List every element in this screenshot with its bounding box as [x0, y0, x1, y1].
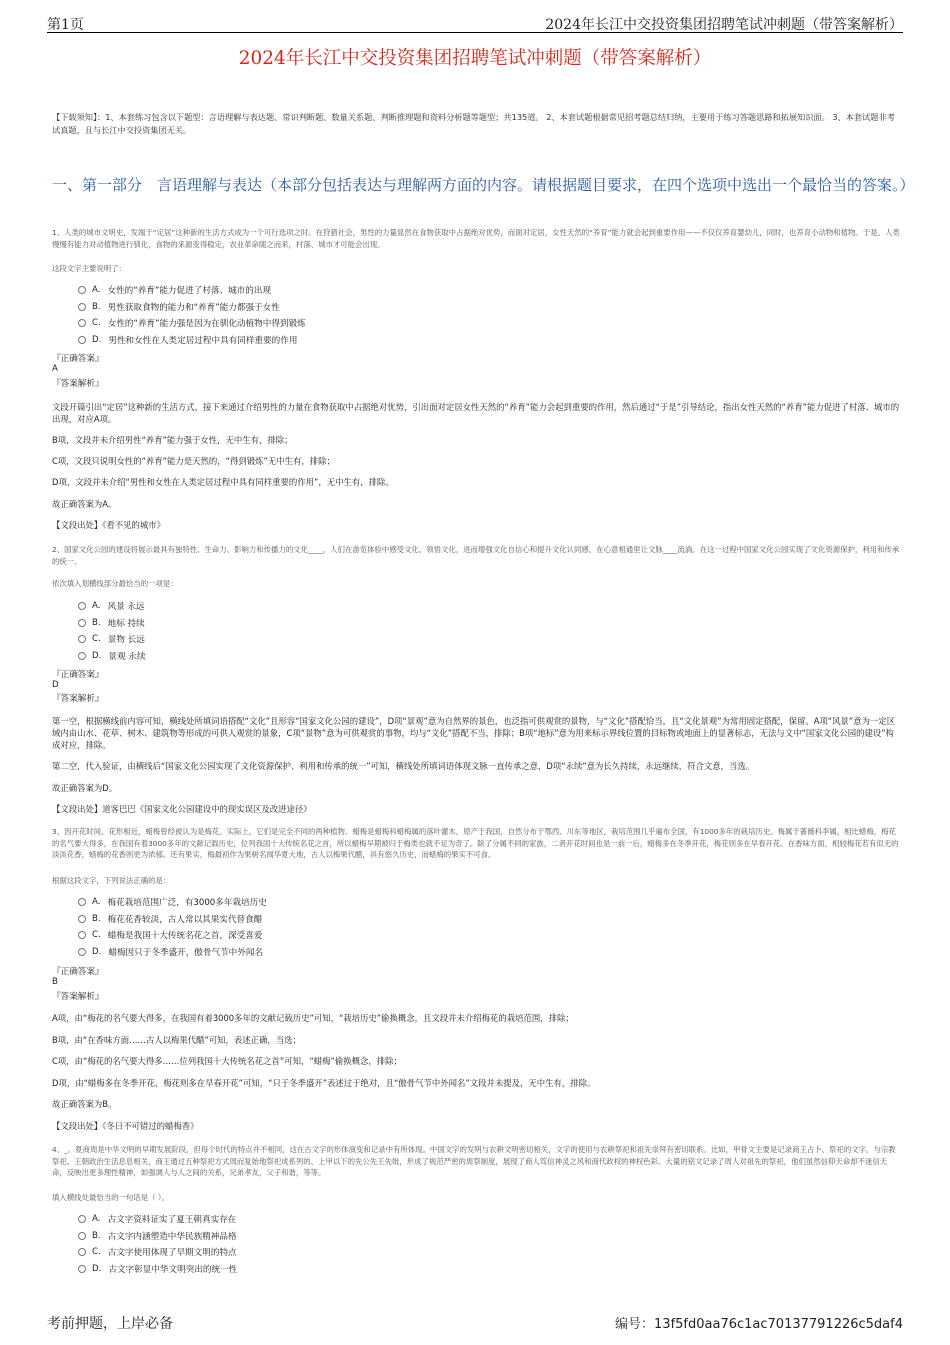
q2-stem: 依次填入划横线部分最恰当的一项是： [52, 579, 178, 588]
radio-icon[interactable] [78, 931, 86, 939]
q3-option-c[interactable] [78, 927, 267, 944]
page-header [47, 12, 903, 33]
radio-icon[interactable] [78, 602, 86, 610]
q1-exp-5: 故正确答案为A。 [52, 499, 117, 509]
radio-icon[interactable] [78, 1248, 86, 1256]
option-label: B. [92, 301, 101, 312]
q1-passage: 1、人类的城市文明史，发端于“定居”这种新的生活方式成为一个可行选项之时。在狩猎社会，男性的力量显然在食物获取中占据绝对优势，而面对定居，女性天然的“养育”能力就会起到重要作用——不仅仅养育婴幼儿，同时，也养育小动物和植物。于是，人类慢慢有能力对动植物进行驯化，食物的来源变得稳定，农业革命随之而来，村落、城市才可能会出现。 [52, 228, 900, 249]
q2-options [78, 598, 145, 664]
radio-icon[interactable] [78, 948, 86, 956]
q3-option-b[interactable] [78, 911, 267, 928]
option-text: 女性的“养育”能力促进了村落、城市的出现 [107, 286, 272, 297]
q4-stem: 填入横线处最恰当的一句话是（ ）。 [52, 1193, 169, 1202]
option-label: A. [92, 897, 101, 908]
option-text: 古文字使用体现了早期文明的特点 [107, 1248, 237, 1259]
q3-exp-1: A项，由“梅花的名气要大得多，在我国有着3000多年的文献记载历史”可知，“栽培历史”偷换概念，且文段并未介绍梅花的栽培范围，排除； [52, 1013, 574, 1023]
q2-option-a[interactable] [78, 598, 145, 615]
footer-doc-id: 编号：13f5fd0aa76c1ac70137791226c5daf4 [615, 1317, 903, 1332]
option-text: 地标 持续 [107, 618, 145, 629]
q2-passage: 2、国家文化公园的建设将展示最具有独特性、生命力、影响力和传播力的文化____，人们在游览体验中感受文化、领悟文化，进而增强文化自信心和提升文化认同感，在心意相通里让文脉____流淌。在这一过程中国家文化公园实现了文化资源保护，利用和传承的统一。 [52, 545, 900, 566]
q2-exp-2: 第二空，代入验证，由横线后“国家文化公园实现了文化资源保护、利用和传承的统一”可知，横线处所填词语体现文脉一直传承之意，D项“永续”意为长久持续，永远继续，符合文意，当选。 [52, 761, 755, 771]
radio-icon[interactable] [78, 619, 86, 627]
q3-passage: 3、因开花时间、花形相近，蜡梅曾经被认为是梅花。实际上，它们是完全不同的两种植物。蜡梅是蜡梅科蜡梅属的落叶灌木，原产于我国，自然分布于鄂西、川东等地区，栽培范围几乎遍布全国，有1000多年的栽培历史。梅属于蔷薇科李属，相比蜡梅，梅花的名气要大得多，在我国有着3000多年的文献记载历史，位列我国十大传统名花之首，所以蜡梅早期被归于梅类也就不足为奇了。除了分属不同的家族，二者开花时间也是一前一后，蜡梅多在冬季开花，梅花则多在早春开花。在香味方面，相较梅花若有似无的淡淡花香，蜡梅的花香则更为浓郁。还有果实，梅最初作为果树名闻华夏大地，古人以梅果代醋，具有悠久历史，而蜡梅的果实不可食。 [52, 827, 899, 859]
q2-option-d[interactable] [78, 648, 145, 665]
q3-option-a[interactable] [78, 894, 267, 911]
q1-exp-2: B项，文段并未介绍男性“养育”能力强于女性，无中生有，排除； [52, 435, 293, 445]
q1-option-a[interactable] [78, 282, 306, 299]
q4-option-a[interactable] [78, 1211, 237, 1228]
option-text: 古文字内涵塑造中华民族精神品格 [107, 1231, 237, 1242]
q1-source: 【文段出处】《看不见的城市》 [52, 520, 166, 530]
radio-icon[interactable] [78, 286, 86, 294]
q1-stem: 这段文字主要说明了： [52, 264, 126, 273]
option-text: 风景 永远 [107, 602, 145, 613]
q1-correct-label: 『正确答案』 [52, 354, 104, 364]
radio-icon[interactable] [78, 915, 86, 923]
section-heading: 一、第一部分 言语理解与表达（本部分包括表达与理解两方面的内容。请根据题目要求，在四个选项中选出一个最恰当的答案。） [52, 176, 915, 194]
option-text: 梅花花香较淡，古人常以其果实代替食醋 [107, 914, 263, 925]
option-label: A. [92, 285, 101, 296]
q4-option-c[interactable] [78, 1244, 237, 1261]
page-title: 2024年长江中交投资集团招聘笔试冲刺题（带答案解析） [238, 48, 712, 69]
q3-correct-label: 『正确答案』 [52, 967, 104, 977]
q3-exp-3: C项，由“梅花的名气要大得多……位列我国十大传统名花之首”可知，“蜡梅”偷换概念，排除； [52, 1056, 402, 1066]
q3-options [78, 894, 267, 960]
q1-option-c[interactable] [78, 315, 306, 332]
q4-option-d[interactable] [78, 1261, 237, 1278]
option-label: D. [92, 651, 102, 662]
option-label: C. [92, 318, 101, 329]
option-label: A. [92, 1214, 101, 1225]
q3-answer: B [52, 977, 58, 987]
download-notice: 【下载须知】：1、本套练习包含以下题型：言语理解与表达题、常识判断题、数量关系题、判断推理题和资料分析题等题型；共135道。 2、本套试题根据常见招考题总结归纳，主要用于练习答题思路和拓展知识面。 3、本套试题非考试真题，且与长江中交投资集团无关。 [52, 112, 895, 135]
option-text: 梅花栽培范围广泛，有3000多年栽培历史 [107, 898, 267, 909]
q1-answer: A [52, 364, 58, 374]
q2-answer: D [52, 680, 59, 690]
radio-icon[interactable] [78, 303, 86, 311]
option-text: 男性和女性在人类定居过程中具有同样重要的作用 [108, 336, 298, 347]
q1-options [78, 282, 306, 348]
option-label: C. [92, 1247, 101, 1258]
radio-icon[interactable] [78, 319, 86, 327]
q3-exp-4: D项，由“蜡梅多在冬季开花，梅花则多在早春开花”可知，“只于冬季盛开”表述过于绝对，且“傲骨气节中外闻名”文段并未提及，无中生有，排除。 [52, 1078, 596, 1088]
q2-correct-label: 『正确答案』 [52, 670, 104, 680]
option-text: 景物 长远 [107, 635, 145, 646]
q4-option-b[interactable] [78, 1228, 237, 1245]
q3-stem: 根据这段文字，下列说法正确的是： [52, 876, 171, 885]
option-text: 蜡梅因只于冬季盛开，傲骨气节中外闻名 [108, 948, 264, 959]
q1-option-d[interactable] [78, 332, 306, 349]
q2-option-c[interactable] [78, 631, 145, 648]
option-text: 女性的“养育”能力强是因为在驯化动植物中得到锻炼 [107, 319, 306, 330]
q3-exp-5: 故正确答案为B。 [52, 1099, 117, 1109]
option-text: 男性获取食物的能力和“养育”能力都强于女性 [107, 302, 280, 313]
option-text: 蜡梅是我国十大传统名花之首，深受喜爱 [107, 931, 263, 942]
q1-exp-3: C项，文段只说明女性的“养育”能力是天然的，“得到锻炼”无中生有，排除； [52, 456, 335, 466]
option-text: 景观 永续 [108, 652, 146, 663]
header-doc-title: 2024年长江中交投资集团招聘笔试冲刺题（带答案解析） [545, 17, 903, 33]
q2-option-b[interactable] [78, 615, 145, 632]
footer-slogan: 考前押题，上岸必备 [47, 1316, 173, 1332]
q1-exp-4: D项，文段并未介绍“男性和女性在人类定居过程中具有同样重要的作用”，无中生有，排除。 [52, 477, 394, 487]
q4-passage: 4、_。夏商周是中华文明的早期发展阶段，但每个时代的特点并不相同，这在古文字的形体演变和记录中有所体现。中国文字的发明与农耕文明密切相关，文字的使用与农耕祭祀和祖先崇拜有密切联系。比如，甲骨文主要是记录商王占卜、祭祀的文字，与宗教祭祀、王朝政治生活息息相关，商王通过五种祭祀方式周而复始地祭祀成系列的、上甲以下的先公先王先妣，形成了规范严密的周祭制度，展现了商人笃信神灵之风和商代政权的神权色彩。大量的铭文记录了周人对祖先的祭祀，他们虽然信仰天命却不迷信天命，反映出更多理性精神，如强调人与人之间的关系，兄弟孝友，父子和谐，等等。 [52, 1145, 896, 1177]
option-label: A. [92, 601, 101, 612]
q1-analysis-label: 『答案解析』 [52, 379, 104, 389]
radio-icon[interactable] [78, 635, 86, 643]
radio-icon[interactable] [78, 1215, 86, 1223]
radio-icon[interactable] [78, 1232, 86, 1240]
page-number: 第1页 [47, 17, 84, 33]
radio-icon[interactable] [78, 1265, 86, 1273]
option-label: D. [92, 335, 102, 346]
option-label: B. [92, 1230, 101, 1241]
q3-analysis-label: 『答案解析』 [52, 992, 104, 1002]
q3-source: 【文段出处】《冬日不可错过的蜡梅香》 [52, 1121, 199, 1131]
q3-exp-2: B项，由“在香味方面……古人以梅果代醋”可知，表述正确，当选； [52, 1035, 301, 1045]
q3-option-d[interactable] [78, 944, 267, 961]
option-label: B. [92, 617, 101, 628]
radio-icon[interactable] [78, 336, 86, 344]
option-text: 古文字资料证实了夏王朝真实存在 [107, 1215, 237, 1226]
option-label: B. [92, 913, 101, 924]
q2-exp-1: 第一空，根据横线前内容可知，横线处所填词语搭配“文化”且形容“国家文化公园的建设”，D项“景观”意为自然界的景色，也泛指可供观赏的景物，与“文化”搭配恰当，且“文化景观”为常用固定搭配，保留。A项“风景”意为一定区域内由山水、花草、树木、建筑物等形成的可供人观赏的景象，C项“景物”意为可供观赏的事物，均与“文化”搭配不当，排除；B项“地标”意为用来标示界线位置的目标物或地面上的显著标志，无法与文中“国家文化公园的建设”构成对应，排除。 [52, 716, 896, 750]
option-text: 古文字彰显中华文明突出的统一性 [108, 1265, 238, 1276]
radio-icon[interactable] [78, 652, 86, 660]
q2-source: 【文段出处】道客巴巴《国家文化公园建设中的现实误区及改进途径》 [52, 804, 312, 814]
option-label: D. [92, 947, 102, 958]
page-footer [47, 1313, 903, 1333]
option-label: C. [92, 634, 101, 645]
q2-exp-3: 故正确答案为D。 [52, 783, 118, 793]
q4-options [78, 1211, 237, 1277]
q2-analysis-label: 『答案解析』 [52, 694, 104, 704]
q1-option-b[interactable] [78, 299, 306, 316]
q1-exp-1: 文段开篇引出“定居”这种新的生活方式，接下来通过介绍男性的力量在食物获取中占据绝对优势，引出面对定居女性天然的“养育”能力会起到重要的作用，然后通过“于是”引导结论，指出女性天然的“养育”能力促进了村落、城市的出现，对应A项。 [52, 402, 900, 424]
radio-icon[interactable] [78, 898, 86, 906]
option-label: D. [92, 1264, 102, 1275]
option-label: C. [92, 930, 101, 941]
